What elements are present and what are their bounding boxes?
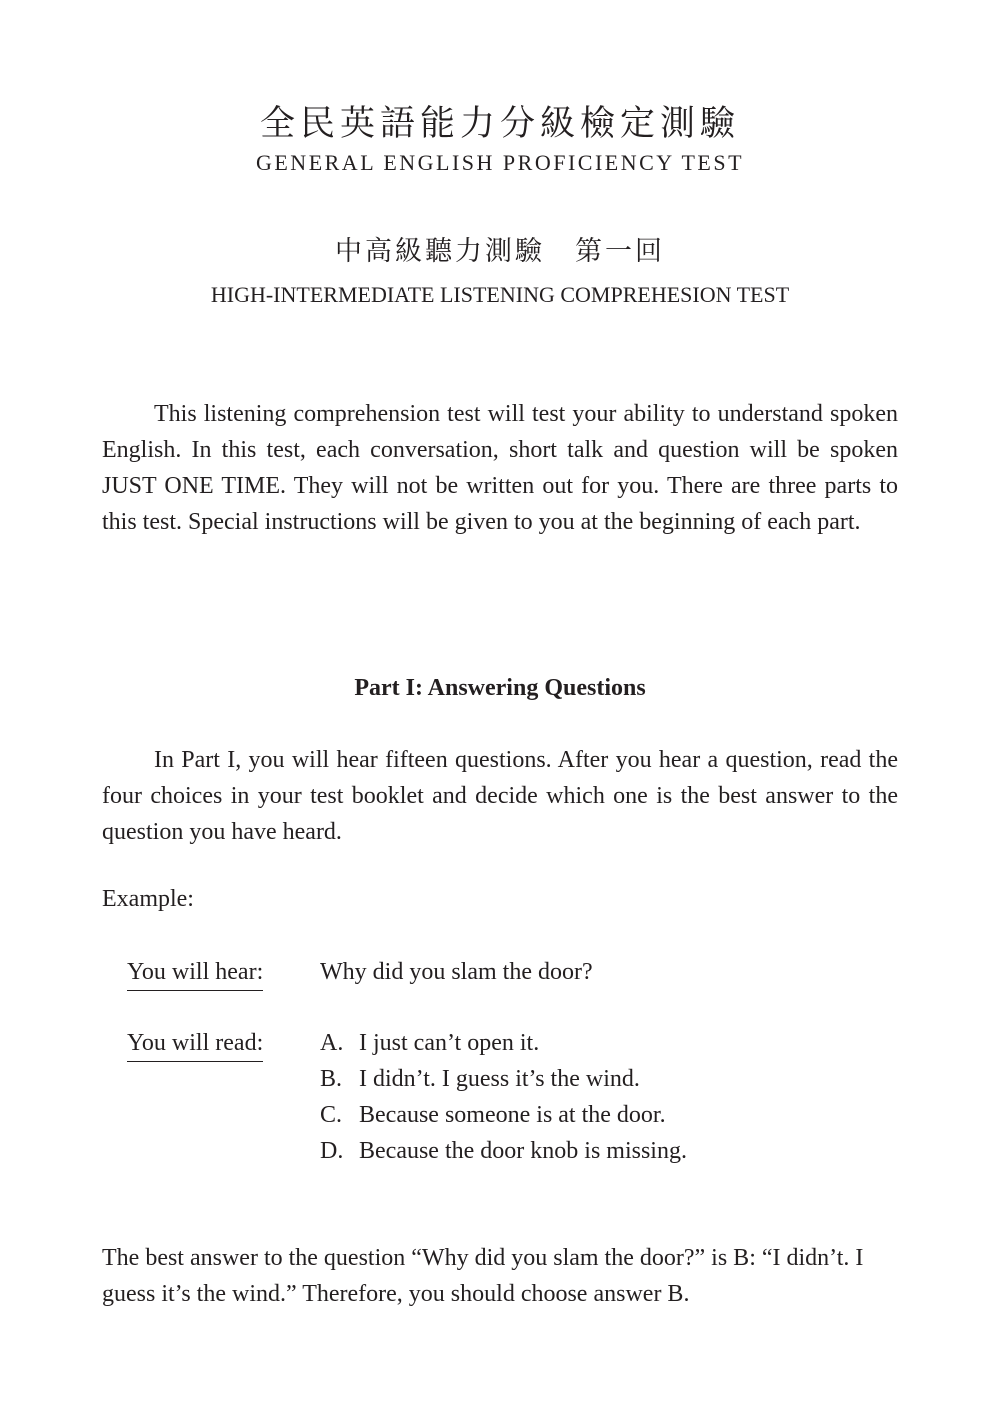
choice-text: Because someone is at the door.: [359, 1102, 666, 1128]
choice-letter: D.: [320, 1138, 344, 1164]
answer-explanation: The best answer to the question “Why did you slam the door?” is B: “I didn’t. I guess it’s the wind.” Therefore, you should choose answer B.: [102, 1245, 864, 1307]
page-title-chinese: 全民英語能力分級檢定測驗: [259, 104, 740, 144]
choice-text: Because the door knob is missing.: [359, 1138, 687, 1164]
choice-letter: B.: [320, 1066, 343, 1092]
choice-letter: C.: [320, 1102, 343, 1128]
page-title-english: GENERAL ENGLISH PROFICIENCY TEST: [255, 150, 745, 175]
choice-letter: A.: [320, 1030, 344, 1056]
choice-list: [320, 1025, 687, 1169]
choice-text: I didn’t. I guess it’s the wind.: [359, 1066, 640, 1092]
choice-b: [320, 1061, 687, 1097]
section-title-chinese-round: 第一回: [575, 236, 665, 267]
section-title-chinese-main: 中高級聽力測驗: [335, 236, 545, 267]
example-label: Example:: [102, 886, 194, 912]
section-title-chinese: [0, 232, 1000, 272]
part-instructions: In Part I, you will hear fifteen questions. After you hear a question, read the four choices in your test booklet and decide which one is the best answer to the question you have heard.: [102, 747, 898, 845]
part-heading: Part I: Answering Questions: [354, 675, 646, 701]
hear-question: Why did you slam the door?: [320, 959, 593, 985]
intro-paragraph: This listening comprehension test will test your ability to understand spoken English. In this test, each conversation, short talk and question will be spoken JUST ONE TIME. They will not be written out for you. There are three parts to this test. Special instructions will be given to you at the beginning of each part.: [102, 401, 898, 535]
choice-c: [320, 1097, 687, 1133]
hear-label: You will hear:: [127, 954, 263, 991]
section-title-english: HIGH-INTERMEDIATE LISTENING COMPREHESION TEST: [210, 282, 790, 307]
choice-a: [320, 1025, 687, 1061]
choice-text: I just can’t open it.: [359, 1030, 540, 1056]
choice-d: [320, 1133, 687, 1169]
read-label: You will read:: [127, 1025, 263, 1062]
